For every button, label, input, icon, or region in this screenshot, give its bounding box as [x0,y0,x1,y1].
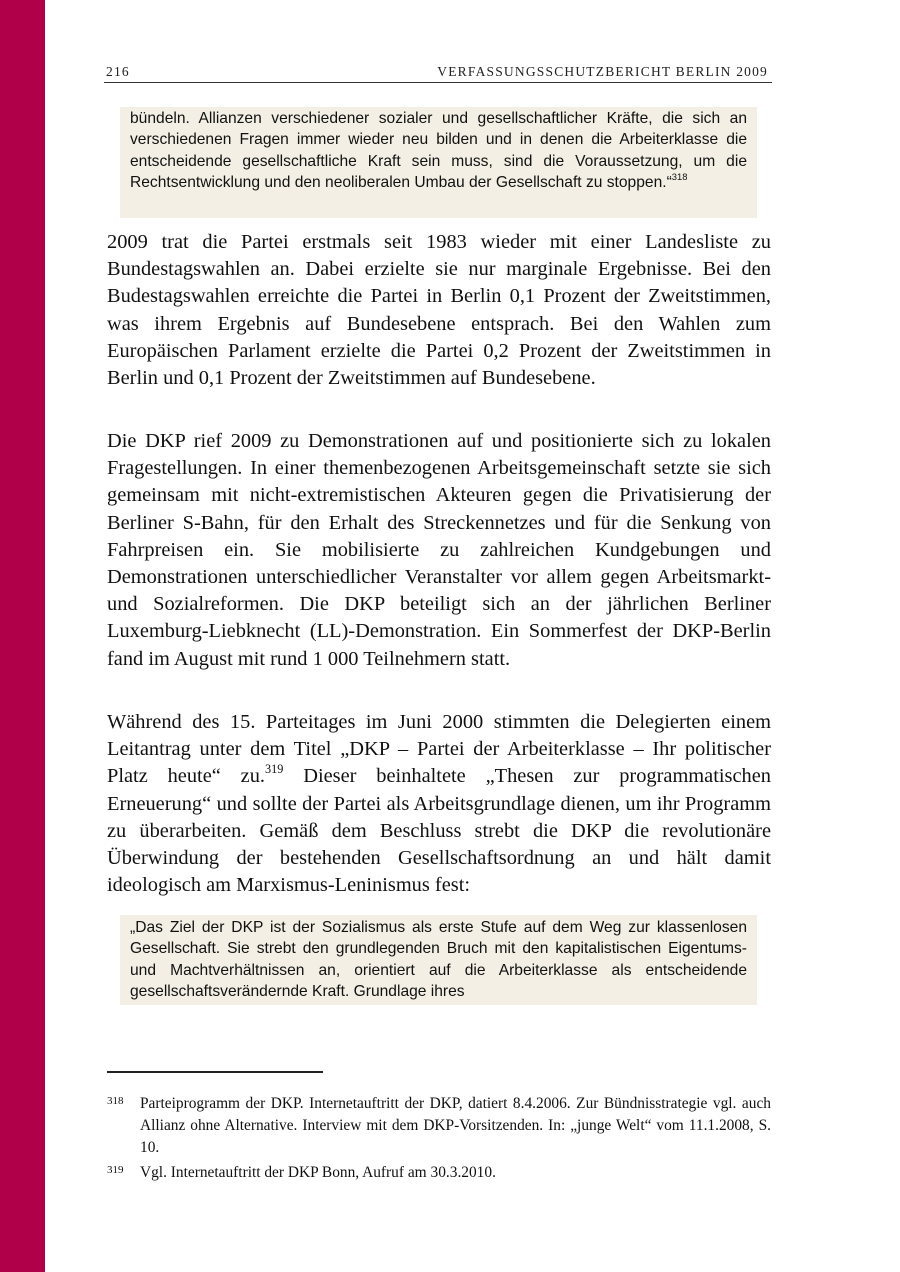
block-quote-continued [120,107,757,218]
footnote-number: 319 [107,1164,124,1176]
side-color-bar [0,0,45,1272]
footnote-ref-318[interactable]: 318 [671,171,688,182]
running-header [104,62,772,83]
quote-text: „Das Ziel der DKP ist der Sozialismus als erste Stufe auf dem Weg zur klassenlosen Gesellschaft. Sie strebt den grundlegenden Bruch mit den kapitalistischen Eigentums- und Machtverhältnissen an, orientiert auf die Arbeiterklasse als entscheidende gesellschaftsverändernde Kraft. Grundlage ihres [130,919,747,1000]
footnote-319 [107,1162,771,1184]
footnote-text: Vgl. Internetauftritt der DKP Bonn, Aufruf am 30.3.2010. [140,1164,496,1181]
block-quote-dkp-goal [120,915,757,1005]
footnote-separator [107,1071,323,1073]
footnote-number: 318 [107,1095,124,1107]
quote-text: bündeln. Allianzen verschiedener sozialer und gesellschaftlicher Kräfte, die sich an verschiedenen Fragen immer wieder neu bilden und in denen die Arbeiterklasse die entscheidende gesellschaftliche Kraft sein muss, sind die Voraussetzung, um die Rechtsentwicklung und den neoliberalen Umbau der Gesellschaft zu stoppen.“ [130,110,747,191]
footnote-ref-319[interactable]: 319 [265,762,284,777]
report-title: VERFASSUNGSSCHUTZBERICHT BERLIN 2009 [437,64,768,79]
paragraph-dkp-activities: Die DKP rief 2009 zu Demonstrationen auf und positionierte sich zu lokalen Fragestellungen. In einer themenbezogenen Arbeitsgemeinschaft setzte sie sich gemeinsam mit nicht-extremistischen Akteuren gegen die Privatisierung der Berliner S-Bahn, für den Erhalt des Streckennetzes und für die Senkung von Fahrpreisen ein. Sie mobilisierte zu zahlreichen Kundgebungen und Demonstrationen unterschiedlicher Veranstalter vor allem gegen Arbeitsmarkt- und Sozialreformen. Die DKP beteiligt sich an der jährlichen Berliner Luxemburg-Liebknecht (LL)-Demonstration. Ein Sommerfest der DKP-Berlin fand im August mit rund 1 000 Teilnehmern statt. [107,430,771,670]
paragraph-election-results: 2009 trat die Partei erstmals seit 1983 wieder mit einer Landesliste zu Bundestagswahlen an. Dabei erzielte sie nur marginale Ergebnisse. Bei den Budestagswahlen erreichte die Partei in Berlin 0,1 Prozent der Zweitstimmen, was ihrem Ergebnis auf Bundesebene entsprach. Bei den Wahlen zum Europäischen Parlament erzielte die Partei 0,2 Prozent der Zweitstimmen in Berlin und 0,1 Prozent der Zweitstimmen auf Bundesebene. [107,231,771,390]
footnote-318 [107,1093,771,1159]
paragraph-text: Während des 15. Parteitages im Juni 2000 stimmten die Delegierten einem Leitantrag unter dem Titel „DKP – Partei der Arbeiterklasse – Ihr politischer Platz heute“ zu. [107,711,771,788]
footnote-text: Parteiprogramm der DKP. Internetauftritt der DKP, datiert 8.4.2006. Zur Bündnisstrategie vgl. auch Allianz ohne Alternative. Interview mit dem DKP-Vorsitzenden. In: „junge Welt“ vom 11.1.2008, S. 10. [140,1095,771,1156]
page-number: 216 [106,64,130,79]
paragraph-party-congress [107,709,771,899]
paragraph-text-continued: Dieser beinhaltete „Thesen zur programmatischen Erneuerung“ und sollte der Partei als Arbeitsgrundlage dienen, um ihr Programm zu überarbeiten. Gemäß dem Beschluss strebt die DKP die revolutionäre Überwindung der bestehenden Gesellschaftsordnung an und hält damit ideologisch am Marxismus-Leninismus fest: [107,765,771,897]
